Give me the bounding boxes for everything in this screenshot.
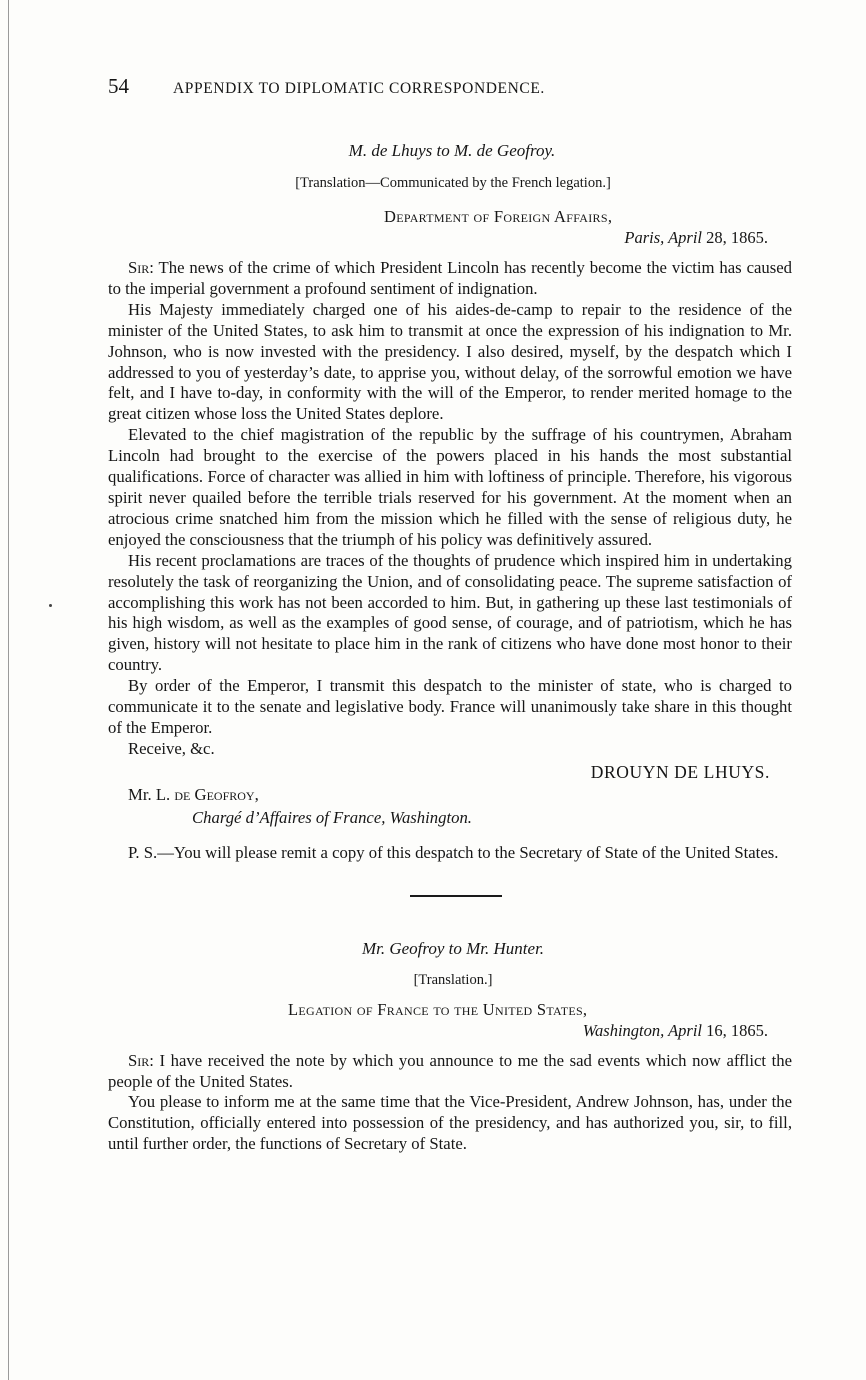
- letter1-translation-note: [Translation—Communicated by the French legation.]: [295, 175, 611, 191]
- letter2-date-place: Washington, April: [582, 1020, 702, 1040]
- letter2-paragraph-1-text: : I have received the note by which you announce to me the sad events which now afflict the people of the United States.: [108, 1050, 792, 1091]
- letter2-dateline: [108, 1021, 792, 1041]
- page-number: 54: [108, 74, 129, 98]
- letter2-title: Mr. Geofroy to Mr. Hunter.: [361, 938, 545, 958]
- letter1-addressee-title: Chargé d’Affaires of France, Washington.: [192, 807, 472, 827]
- running-title: APPENDIX TO DIPLOMATIC CORRESPONDENCE.: [173, 80, 545, 97]
- postscript-text: P. S.—You will please remit a copy of this despatch to the Secretary of State of the United States.: [128, 842, 779, 862]
- addressee-prefix: Mr. L.: [128, 784, 175, 804]
- letter1-paragraph-1-text: : The news of the crime of which President Lincoln has recently become the victim has caused to the imperial government a profound sentiment of indignation.: [108, 258, 792, 298]
- letter1-paragraph-4: His recent proclamations are traces of the thoughts of prudence which inspired him in undertaking resolutely the task of reorganizing the Union, and of consolidating peace. The supreme satisfaction of accomplishing this work has not been accorded to him. But, in gathering up these last testimonials of his high wisdom, as well as the examples of good sense, of courage, and of patriotism, which he has given, history will not hesitate to place him in the rank of citizens who have done most honor to their country.: [108, 550, 792, 675]
- letter1-date-rest: 28, 1865.: [702, 228, 768, 247]
- letter2-paragraph-1: [108, 1051, 792, 1093]
- page-edge-line: [8, 0, 9, 1380]
- letter1-date-place: Paris, April: [624, 228, 702, 247]
- letter1-paragraph-5: By order of the Emperor, I transmit this despatch to the minister of state, who is charged to communicate it to the senate and legislative body. France will unanimously take share in this thought of the Emperor.: [108, 676, 792, 737]
- addressee-name: de Geofroy,: [174, 784, 259, 804]
- letter1-addressee: [108, 784, 792, 806]
- letter2-salutation: Sir: [128, 1050, 150, 1070]
- letter1-paragraph-1: [108, 258, 792, 300]
- letter2-body: [108, 1051, 792, 1156]
- letter1-closing: Receive, &c.: [128, 738, 215, 758]
- letter1-paragraph-3: Elevated to the chief magistration of the republic by the suffrage of his countrymen, Abraham Lincoln had brought to the exercise of the powers placed in his hands the most substantial qualifications. Force of character was allied in him with loftiness of principle. Therefore, his vigorous spirit never quailed before the terrible trials reserved for his government. At the moment when an atrocious crime snatched him from the mission which he filled with the sense of religious duty, he enjoyed the consciousness that the triumph of his policy was definitively assured.: [108, 425, 792, 549]
- letter2-date-rest: 16, 1865.: [702, 1020, 768, 1040]
- section-divider: [410, 895, 502, 897]
- letter1-paragraph-2: His Majesty immediately charged one of his aides-de-camp to repair to the residence of the minister of the United States, to ask him to transmit at once the expression of his indignation to Mr. Johnson, who is now invested with the presidency. I also desired, myself, by the despatch which I addressed to you of yesterday’s date, to apprise you, without delay, of the sorrowful emotion we have felt, and I have to-day, in conformity with the will of the Emperor, to render merited homage to the great citizen whose loss the United States deplore.: [108, 299, 792, 424]
- letter1-department: Department of Foreign Affairs,: [384, 207, 613, 226]
- letter2-translation-note: [Translation.]: [413, 971, 493, 988]
- letter1-dateline: [108, 228, 792, 248]
- letter1-title: M. de Lhuys to M. de Geofroy.: [348, 141, 556, 160]
- letter1-salutation: Sir: [128, 258, 150, 277]
- letter1-signature: DROUYN DE LHUYS.: [590, 761, 770, 782]
- letter2-legation: Legation of France to the United States,: [288, 999, 588, 1019]
- ink-speck: [49, 604, 52, 607]
- running-header: [108, 74, 792, 99]
- letter2-paragraph-2: You please to inform me at the same time that the Vice-President, Andrew Johnson, has, under the Constitution, officially entered into possession of the presidency, and has authorized you, sir, to fill, until further order, the functions of Secretary of State.: [108, 1092, 792, 1154]
- letter1-postscript: [108, 843, 792, 864]
- letter1-body: [108, 258, 792, 739]
- document-page: [108, 60, 792, 1155]
